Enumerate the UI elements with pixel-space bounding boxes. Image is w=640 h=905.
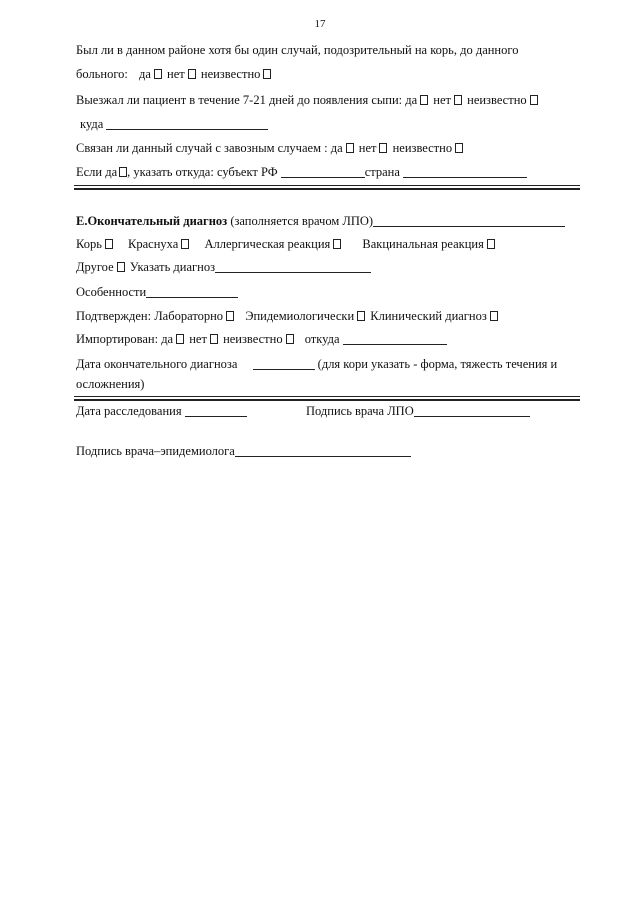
confirm-lab-label: Лабораторно xyxy=(154,309,224,323)
checkbox-no[interactable] xyxy=(188,69,196,79)
confirm-clinical-label: Клинический диагноз xyxy=(370,309,487,323)
option-yes-label: да xyxy=(405,93,418,107)
epidemiologist-signature-field[interactable] xyxy=(235,444,411,457)
checkbox-confirm-lab[interactable] xyxy=(226,311,234,321)
diagnosis-rubella-label: Краснуха xyxy=(128,237,179,251)
option-no-label: нет xyxy=(433,93,451,107)
lpo-signature-label: Подпись врача ЛПО xyxy=(306,404,414,418)
features-row xyxy=(76,284,238,300)
checkbox-vaccine[interactable] xyxy=(487,239,495,249)
checkbox-yes[interactable] xyxy=(346,143,354,153)
question-imported-link-text: Связан ли данный случай с завозным случаем : xyxy=(76,141,328,155)
final-date-row xyxy=(76,356,557,372)
origin-country-label: страна xyxy=(364,165,400,179)
section-e-heading xyxy=(76,213,565,229)
diagnosis-allergic-label: Аллергическая реакция xyxy=(204,237,331,251)
section-e-note: (заполняется врачом ЛПО) xyxy=(230,214,374,228)
question-travel xyxy=(76,92,540,108)
page-number: 17 xyxy=(314,18,326,30)
lpo-signature-field[interactable] xyxy=(414,404,530,417)
option-yes-label: да xyxy=(330,141,343,155)
confirmed-label: Подтвержден: xyxy=(76,309,152,323)
epidemiologist-signature-label: Подпись врача–эпидемиолога xyxy=(76,444,235,458)
option-unknown-label: неизвестно xyxy=(467,93,527,107)
question-suspected-case-line2 xyxy=(76,66,273,82)
checkbox-no[interactable] xyxy=(379,143,387,153)
checkbox-yes[interactable] xyxy=(420,95,428,105)
diagnosis-measles-label: Корь xyxy=(76,237,102,251)
checkbox-unknown[interactable] xyxy=(263,69,271,79)
investigation-date-label: Дата расследования xyxy=(76,404,182,418)
confirm-epi-label: Эпидемиологически xyxy=(245,309,355,323)
travel-where-row xyxy=(80,116,268,132)
specify-diagnosis-field[interactable] xyxy=(215,260,371,273)
question-suspected-case-text: Был ли в данном районе хотя бы один случай, подозрительный на корь, до данного xyxy=(76,43,519,57)
travel-where-label: куда xyxy=(80,117,104,131)
origin-subject-label: , указать откуда: субъект РФ xyxy=(127,165,278,179)
imported-from-field[interactable] xyxy=(343,332,447,345)
checkbox-other[interactable] xyxy=(117,262,125,272)
option-unknown-label: неизвестно xyxy=(392,141,453,155)
if-yes-label: Если да xyxy=(76,165,118,179)
final-date-label: Дата окончательного диагноза xyxy=(76,357,238,371)
other-diagnosis-row xyxy=(76,259,371,275)
question-imported-link xyxy=(76,140,465,156)
final-date-field[interactable] xyxy=(253,357,315,370)
checkbox-confirm-epi[interactable] xyxy=(357,311,365,321)
imported-from-label: откуда xyxy=(304,332,340,346)
question-suspected-case-line1 xyxy=(76,42,518,58)
investigation-date-field[interactable] xyxy=(185,404,247,417)
diagnosis-options xyxy=(76,236,497,252)
checkbox-rubella[interactable] xyxy=(181,239,189,249)
checkbox-no[interactable] xyxy=(454,95,462,105)
features-label: Особенности xyxy=(76,285,147,299)
checkbox-yes[interactable] xyxy=(154,69,162,79)
option-yes-label: да xyxy=(161,332,174,346)
imported-label: Импортирован: xyxy=(76,332,159,346)
lpo-signature-row xyxy=(306,403,530,419)
option-no-label: нет xyxy=(358,141,377,155)
investigation-date-row xyxy=(76,403,247,419)
checkbox-unknown[interactable] xyxy=(455,143,463,153)
option-unknown-label: неизвестно xyxy=(223,332,283,346)
checkbox-imported-no[interactable] xyxy=(210,334,218,344)
epidemiologist-signature-row xyxy=(76,443,411,459)
final-date-note-row xyxy=(76,376,144,392)
origin-row xyxy=(76,164,527,180)
option-no-label: нет xyxy=(167,67,185,81)
specify-diagnosis-label: Указать диагноз xyxy=(129,260,216,274)
imported-row xyxy=(76,331,447,347)
question-suspected-case-continued: больного: xyxy=(76,67,128,81)
checkbox-confirm-clinical[interactable] xyxy=(490,311,498,321)
confirmation-row xyxy=(76,308,500,324)
diagnosis-vaccine-label: Вакцинальная реакция xyxy=(362,237,484,251)
travel-where-field[interactable] xyxy=(106,117,268,130)
features-field[interactable] xyxy=(146,285,238,298)
checkbox-unknown[interactable] xyxy=(530,95,538,105)
checkbox-measles[interactable] xyxy=(105,239,113,249)
origin-subject-field[interactable] xyxy=(281,165,365,178)
final-date-note-continued: осложнения) xyxy=(76,377,145,391)
final-date-note: (для кори указать - форма, тяжесть течения и xyxy=(317,357,558,371)
origin-country-field[interactable] xyxy=(403,165,527,178)
checkbox-if-yes[interactable] xyxy=(119,167,127,177)
final-diagnosis-field[interactable] xyxy=(373,214,565,227)
section-divider-top xyxy=(74,185,580,190)
checkbox-imported-unknown[interactable] xyxy=(286,334,294,344)
section-divider-bottom xyxy=(74,396,580,401)
other-diagnosis-label: Другое xyxy=(76,260,114,274)
checkbox-imported-yes[interactable] xyxy=(176,334,184,344)
checkbox-allergic[interactable] xyxy=(333,239,341,249)
question-travel-text: Выезжал ли пациент в течение 7-21 дней до появления сыпи: xyxy=(76,93,403,107)
option-yes-label: да xyxy=(139,67,151,81)
option-unknown-label: неизвестно xyxy=(200,67,261,81)
section-e-title: Е.Окончательный диагноз xyxy=(76,214,228,228)
option-no-label: нет xyxy=(189,332,207,346)
